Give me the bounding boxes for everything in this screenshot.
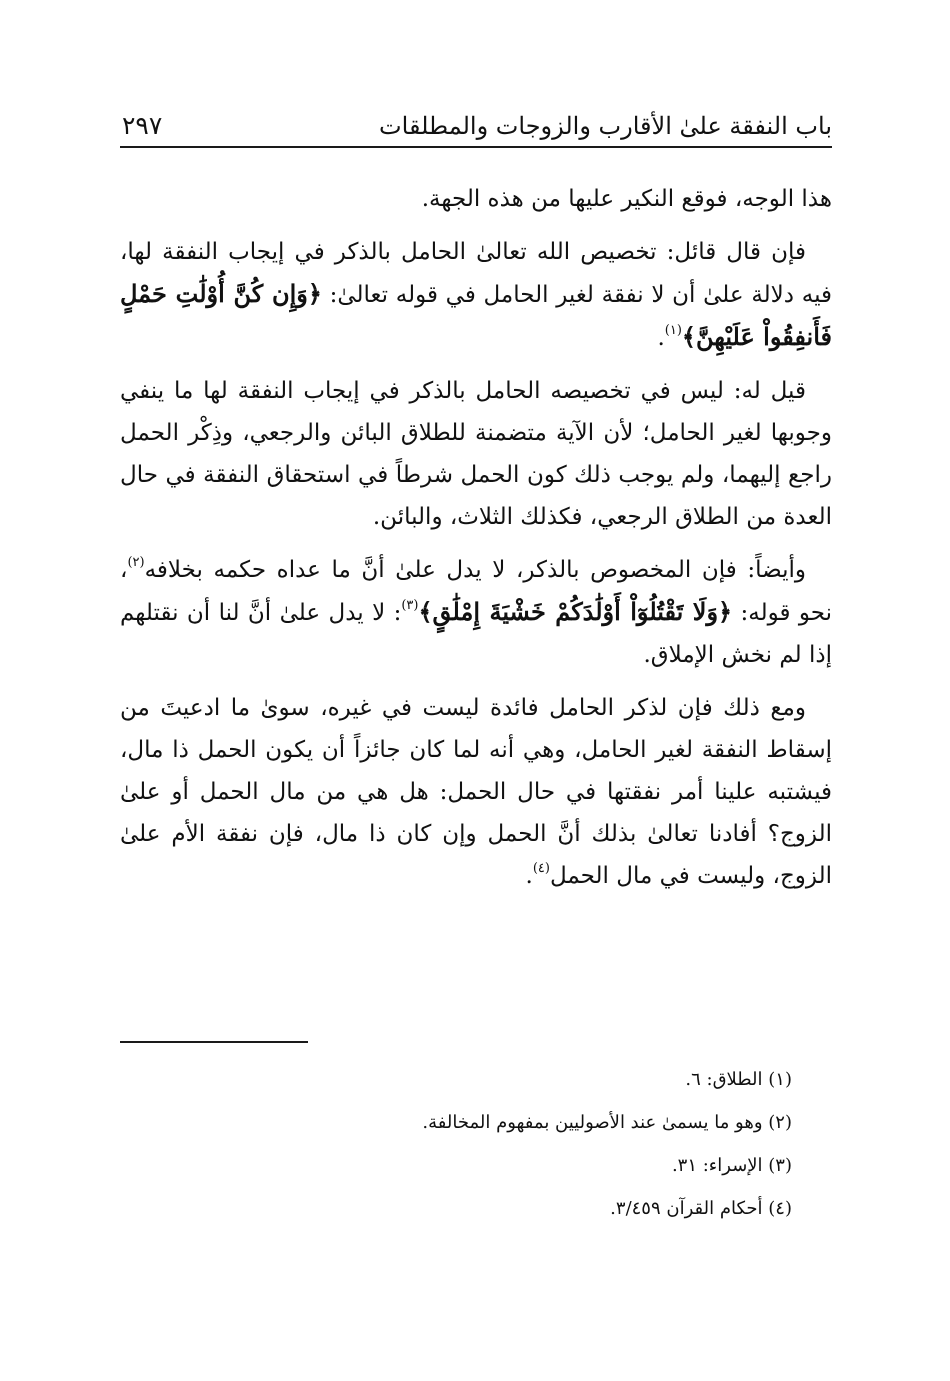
paragraph-text: ، نحو قوله: (120, 557, 832, 626)
footnote-ref: (٤) (532, 861, 550, 876)
footnote-1: (١) الطلاق: ٦. (685, 1069, 792, 1090)
footnote-ref: (٣) (401, 598, 419, 613)
paragraph-text: وأيضاً: فإن المخصوص بالذكر، لا يدل علىٰ أنَّ ما عداه حكمه بخلافه (144, 557, 806, 583)
paragraph-text: هذا الوجه، فوقع النكير عليها من هذه الجهة. (421, 186, 832, 212)
paragraph-text: ومع ذلك فإن لذكر الحامل فائدة ليست في غيره، سوىٰ ما ادعيتَ من إسقاط النفقة لغير الحامل، وهي أنه لما كان جائزاً أن يكون الحمل ذا مال، فيشتبه علينا أمر نفقتها في حال الحمل: هل هي من مال الحمل أو علىٰ الزوج؟ أفادنا تعالىٰ بذلك أنَّ الحمل وإن كان ذا مال، فإن نفقة الأم علىٰ الزوج، وليست في مال الحمل (120, 695, 832, 889)
footnote-ref: (٢) (127, 555, 145, 570)
paragraph-text: قيل له: ليس في تخصيصه الحامل بالذكر في إيجاب النفقة لها ما ينفي وجوبها لغير الحامل؛ لأن الآية متضمنة للطلاق البائن والرجعي، وذِكْر الحمل راجع إليهما، ولم يوجب ذلك كون الحمل شرطاً في استحقاق النفقة في حال العدة من الطلاق الرجعي، فكذلك الثلاث، والبائن. (120, 378, 832, 530)
running-header (120, 108, 832, 148)
quran-verse: ﴿وَإِن كُنَّ أُوْلَٰتِ حَمْلٍ فَأَنفِقُواْ عَلَيْهِنَّ﴾ (120, 279, 832, 351)
paragraph-text: : لا يدل علىٰ أنَّ لنا أن نقتلهم إذا لم نخش الإملاق. (120, 600, 832, 668)
footnote-3: (٣) الإسراء: ٣١. (671, 1155, 792, 1176)
paragraph-text: . (525, 863, 533, 889)
header-rule (120, 146, 832, 148)
paragraph-4 (120, 549, 832, 676)
paragraph-2 (120, 231, 832, 359)
footnote-ref: (١) (664, 323, 682, 338)
main-text (120, 178, 832, 908)
footnote-rule (120, 1041, 308, 1043)
paragraph-5 (120, 687, 832, 897)
page-number: ٢٩٧ (122, 111, 163, 140)
footnote-2: (٢) وهو ما يسمىٰ عند الأصوليين بمفهوم المخالفة. (422, 1112, 792, 1133)
paragraph-text: فإن قال قائل: تخصيص الله تعالىٰ الحامل بالذكر في إيجاب النفقة لها، فيه دلالة علىٰ أن لا نفقة لغير الحامل في قوله تعالىٰ: (120, 239, 832, 308)
running-title: باب النفقة علىٰ الأقارب والزوجات والمطلقات (379, 112, 832, 140)
paragraph-1 (120, 178, 832, 220)
footnote-4: (٤) أحكام القرآن ٣/٤٥٩. (610, 1198, 792, 1219)
paragraph-3 (120, 370, 832, 538)
paragraph-text: . (657, 325, 665, 351)
book-page (120, 0, 832, 1381)
quran-verse: ﴿وَلَا تَقْتُلُوٓاْ أَوْلَٰدَكُمْ خَشْيَةَ إِمْلَٰقٍ﴾ (418, 597, 733, 626)
footnotes (120, 1058, 792, 1230)
